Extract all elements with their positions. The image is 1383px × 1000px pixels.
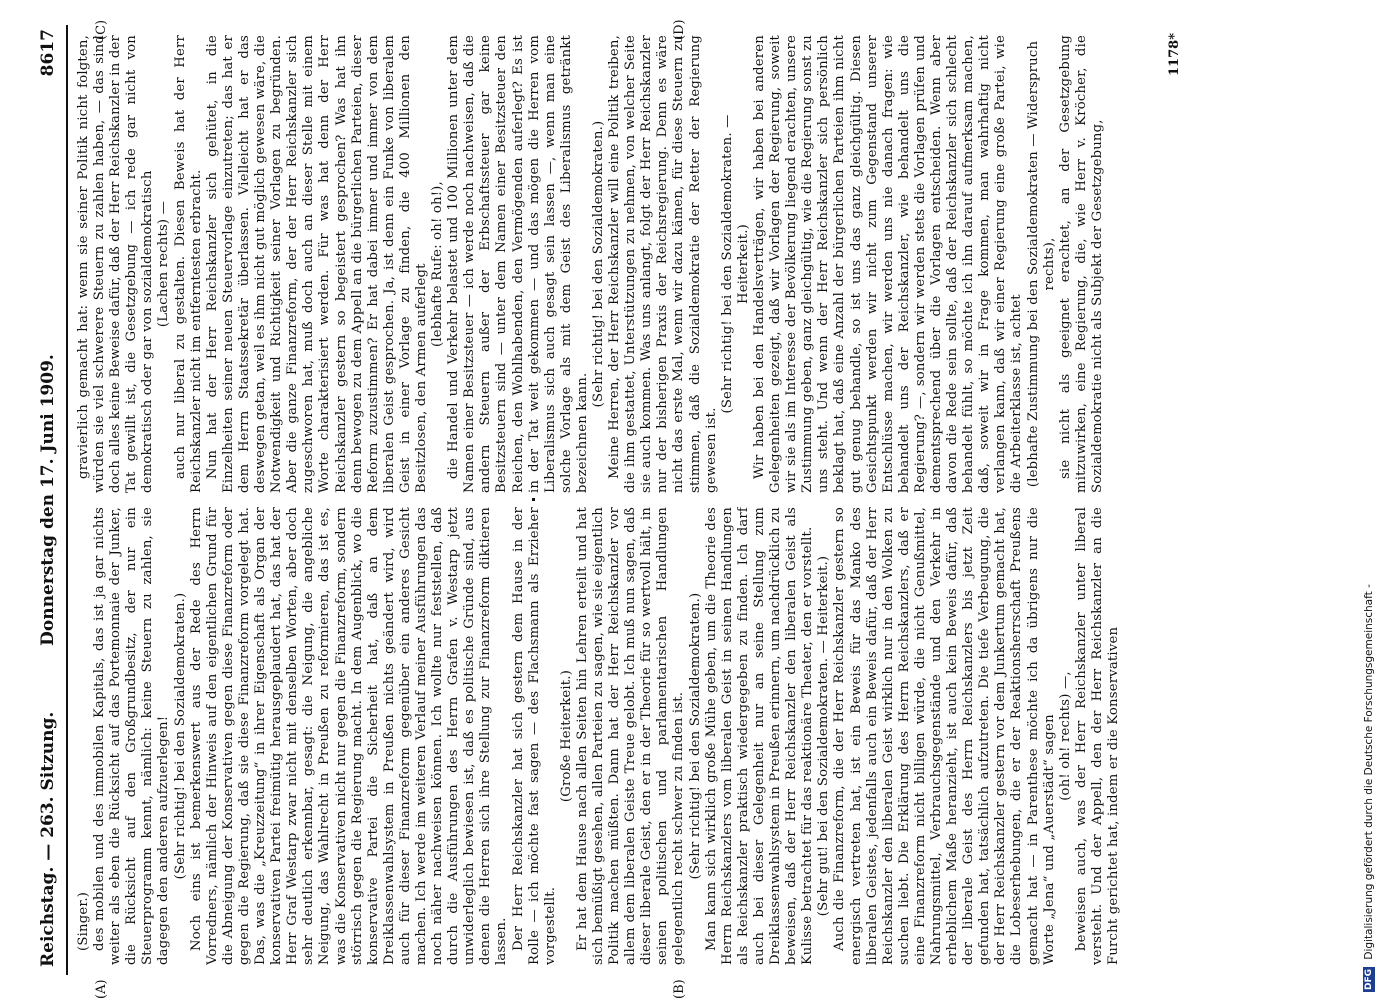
marker-b: (B) [672,979,687,999]
left-column-paragraph: (Singer.) [76,891,91,951]
digitization-text: Digitalisierung gefördert durch die Deutsche Forschungsgemeinschaft - [1363,584,1375,960]
left-column-paragraph: (oh! oh! rechts) —, [1057,671,1073,801]
right-column-paragraph: auch nur liberal zu gestalten. Diesen Beweis hat der Herr Reichskanzler nicht im entferntesten erbracht. [172,35,204,493]
column-divider-dot [532,498,535,501]
left-column-paragraph: (Sehr richtig! bei den Sozialdemokraten.) [687,592,703,880]
left-column-paragraph: Man kann sich wirklich große Mühe geben, um die Theorie des Herrn Reichskanzlers vom liberalen Geist in seinen Handlungen als Reichskanzler praktisch wiedergegeben zu finden. Ich darf auch bei dieser Gelegenheit nur an seine Stellung zum Dreiklassenwahlsystem in Preußen erinnern, um nachdrücklich zu beweisen, daß der Herr Reichskanzler den liberalen Geist als Kulisse betrachtet für das reaktionäre Theater, den er vorstellt. [703,507,816,965]
left-column-paragraph: (Große Heiterkeit.) [558,669,574,803]
page-number: 8617 [38,29,58,77]
right-column-paragraph: Wir haben bei den Handelsverträgen, wir haben bei anderen Gelegenheiten gezeigt, daß wir Vorlagen der Regierung, soweit wir sie als im Interesse der Bevölkerung liegend erachten, unsere Zustimmung geben, ganz gleichgültig, wie die Regierung sonst zu uns steht. Und wenn der Herr Reichskanzler sich persönlich beklagt hat, daß eine Anzahl der bürgerlichen Parteien ihm nicht gut genug behandle, so ist uns das ganz gleichgültig. Diesen Gesichtspunkt werden wir nicht zum Gegenstand unserer Entschlüsse machen, wir werden uns nie danach fragen: wie behandelt uns der Reichskanzler, wie behandelt uns die Regierung? —, sondern wir werden stets die Vorlagen prüfen und dementsprechend über die Vorlagen entscheiden. Wenn aber davon die Rede sein sollte, daß der Reichskanzler sich schlecht behandelt fühlt, so möchte ich ihn darauf aufmerksam machen, daß, soweit wir in Frage kommen, man wahrhaftig nicht verlangen kann, daß wir einer Regierung eine große Partei, wie die Arbeiterklasse ist, achtet [751,35,1025,493]
marker-a: (A) [94,979,109,999]
header-date: Donnerstag den 17. Juni 1909. [38,354,58,646]
right-column [76,35,1272,493]
right-column-paragraph: Meine Herren, der Herr Reichskanzler will eine Politik treiben, die ihm gestattet, Unterstützungen zu nehmen, von welcher Seite sie auch kommen. Was uns anlangt, folgt der Herr Reichskanzler nur der bisherigen Praxis der Reichsregierung. Denn es wäre nicht das erste Mal, wenn wir dazu kämen, für diese Steuern zu stimmen, daß die Sozialdemokratie der Retter der Regierung gewesen ist. [607,35,719,493]
right-column-paragraph: Nun hat der Herr Reichskanzler sich gehütet, in die Einzelheiten seiner neuen Steuervorlage einzutreten; das hat er dem Herrn Staatssekretär überlassen. Vielleicht hat er das deswegen getan, weil es ihm nicht gut möglich gewesen wäre, die Notwendigkeit und Richtigkeit seiner Vorlagen zu begründen. Aber die ganze Finanzreform, der der Herr Reichskanzler sich zugeschworen hat, muß doch auch an dieser Stelle mit einem Worte charakterisiert werden. Für was hat denn der Herr Reichskanzler gestern so begeistert gesprochen? Was hat ihn denn bewogen zu dem Appell an die bürgerlichen Parteien, dieser Reform zuzustimmen? Er hat dabei immer und immer von dem liberalen Geist gesprochen. Ja, ist denn ein Funke von liberalem Geist in einer Vorlage zu finden, die 400 Millionen den Besitzlosen, den Armen auferlegt [204,35,429,493]
dfg-logo: DFG [1364,968,1374,990]
left-column-paragraph: Noch eins ist bemerkenswert aus der Rede des Herrn Vorredners, nämlich der Hinweis auf den eigentlichen Grund für die Abneigung der Konservativen gegen diese Finanzreform oder gegen die Regierung, daß sie diese Finanzreform vorgelegt hat. Das, was die „Kreuzzeitung“ in ihrer Eigenschaft als Organ der konservativen Partei freimütig herausgeplaudert hat, das hat der Herr Graf Westarp zwar nicht mit denselben Worten, aber doch sehr deutlich erkennbar, gesagt: die Neigung, die angebliche Neigung, das Wahlrecht in Preußen zu reformieren, das ist es, was die Konservativen nicht nur gegen die Finanzreform, sondern störrisch gegen die Regierung macht. In dem Augenblick, wo die konservative Partei die Sicherheit hat, daß an dem Dreiklassenwahlsystem in Preußen nichts geändert wird, wird auch für dieser Finanzreform gegenüber ein anderes Gesicht machen. Ich werde im weiteren Verlauf meiner Ausführungen das noch näher nachweisen können. Ich wollte nur feststellen, daß durch die Ausführungen des Herrn Grafen v. Westarp jetzt unwiderleglich bewiesen ist, daß es politische Gründe sind, aus denen die Herren sich ihre Stellung zur Finanzreform diktieren lassen. [188,507,510,965]
left-column-paragraph: Auch die Finanzreform, die der Herr Reichskanzler gestern so energisch vertreten hat, ist ein Beweis für das Manko des liberalen Geistes, jedenfalls auch ein Beweis dafür, daß der Herr Reichskanzler den liberalen Geist wirklich nur in den Wolken zu suchen liebt. Die Erklärung des Herrn Reichskanzlers, daß er eine Finanzreform nicht billigen würde, die nicht Genußmittel, Nahrungsmittel, Verbrauchsgegenstände und den Verkehr in erheblichem Maße heranzieht, ist auch kein Beweis dafür, daß der liberale Geist des Herrn Reichskanzlers bis jetzt Zeit gefunden hat, tatsächlich aufzutreten. Die tiefe Verbeugung, die der Herr Reichskanzler gestern vor dem Junkertum gemacht hat, die Lobeserhebungen, die er der Reaktionsherrschaft Preußens gemacht hat — in Parenthese möchte ich da übrigens nur die Worte „Jena“ und „Auerstädt“ sagen [832,507,1057,965]
left-column [76,507,1272,965]
newspaper-page [32,19,1282,999]
page-header [32,25,68,975]
left-column-paragraph: Er hat dem Hause nach allen Seiten hin Lehren erteilt und hat sich bemüßigt gesehen, allen Parteien zu sagen, wie sie eigentlich Politik machen müßten. Dann hat der Herr Reichskanzler vor allem dem liberalen Geiste Treue gelobt. Ich muß nun sagen, daß dieser liberale Geist, den er in der Theorie für so wertvoll hält, in seinen politischen und parlamentarischen Handlungen gelegentlich recht schwer zu finden ist. [574,507,687,965]
left-column-paragraph: beweisen auch, was der Herr Reichskanzler unter liberal versteht. Und der Appell, den der Herr Reichskanzler an die Furcht gerichtet hat, indem er die Konservativen [1073,507,1121,965]
right-column-paragraph: Heiterkeit.) [735,224,751,304]
right-column-paragraph: (Sehr richtig! bei den Sozialdemokraten.) [591,120,606,408]
right-column-paragraph: (lebhafte Rufe: oh! oh!), [430,181,446,347]
right-column-paragraph: (Sehr richtig! bei den Sozialdemokraten. — [719,114,735,414]
left-column-paragraph: (Sehr gut! bei den Sozialdemokraten. — Heiterkeit.) [816,555,832,917]
right-column-paragraph: gravierlich gemacht hat: wenn sie seiner Politik nicht folgten, würden sie viel schwerere Steuern zu zahlen haben, — das sind doch alles keine Beweise dafür, daß der Herr Reichskanzler in der Tat gewillt ist, die Gesetzgebung — ich rede gar nicht von demokratisch oder gar von sozialdemokratisch [76,35,156,493]
marker-c: (C) [94,19,109,40]
left-column-paragraph: Der Herr Reichskanzler hat sich gestern dem Hause in der Rolle — ich möchte fast sagen — des Flachsmann als Erzieher vorgestellt. [510,507,558,965]
right-column-paragraph: (lebhafte Zustimmung bei den Sozialdemokraten — Widerspruch rechts), [1025,40,1057,488]
right-column-paragraph: (Lachen rechts) — [156,200,172,328]
header-left: Reichstag. — 263. Sitzung. [38,711,58,967]
marker-d: (D) [672,19,687,40]
footnote-number: 1178* [1167,33,1182,76]
left-column-paragraph: (Sehr richtig! bei den Sozialdemokraten.) [172,592,188,880]
right-column-paragraph: sie nicht als geeignet erachtet, an der Gesetzgebung mitzuwirken, eine Regierung, die, wie Herr v. Kröcher, die Sozialdemokratie nicht als Subjekt der Gesetzgebung, [1057,35,1105,493]
left-column-paragraph: des mobilen und des immobilen Kapitals, das ist ja gar nichts weiter als eben die Rücksicht auf das Portemonnaie der Junker, die Rücksicht auf den Großgrundbesitz, der nur ein Steuerprogramm kennt, nämlich: keine Steuern zu zahlen, sie dagegen den anderen aufzuerlegen! [92,507,172,965]
digitization-note [1363,8,1379,992]
right-column-paragraph: die Handel und Verkehr belastet und 100 Millionen unter dem Namen einer Besitzsteuer — ich werde noch nachweisen, daß die andern Steuern außer der Erbschaftssteuer gar keine Besitzsteuern sind — unter dem Namen einer Besitzsteuer den Reichen, den Wohlhabenden, den Vermögenden auferlegt? Es ist in der Tat weit gekommen — und das mögen die Herren vom Liberalismus sich auch gesagt sein lassen —, wenn man eine solche Vorlage als mit dem Geist des Liberalismus getränkt bezeichnen kann. [446,35,590,493]
